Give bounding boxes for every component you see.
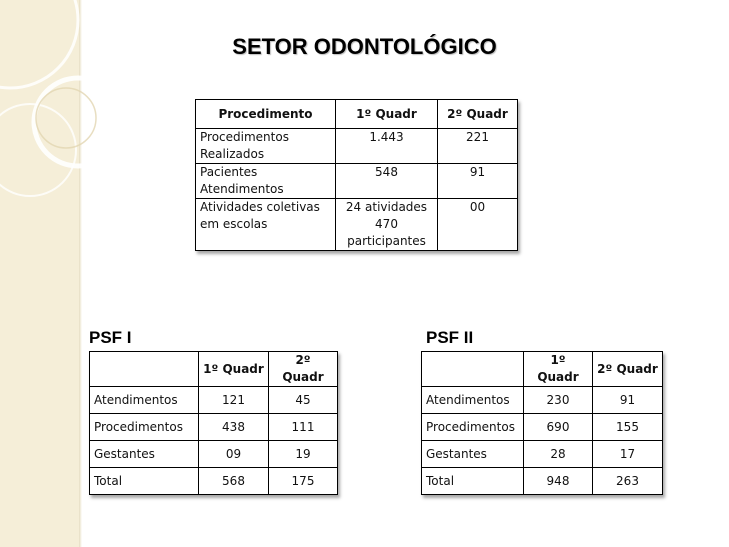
table-row	[422, 387, 663, 414]
row-label-line: Realizados	[200, 147, 265, 161]
col-header-q1: 1º Quadr	[524, 352, 593, 387]
cell-q1: 1.443	[336, 129, 438, 164]
table-row	[196, 129, 518, 164]
table-row	[90, 387, 338, 414]
row-label-line: Atendimentos	[200, 182, 284, 196]
cell-q2: 00	[438, 199, 518, 251]
col-header-q2: 2º Quadr	[269, 352, 338, 387]
cell-q1: 121	[199, 387, 269, 414]
row-label: Gestantes	[90, 441, 199, 468]
cell-q1: 28	[524, 441, 593, 468]
cell-q1: 548	[336, 164, 438, 199]
ring-middle	[34, 78, 120, 166]
cell-q1	[336, 199, 438, 251]
table-header-row	[90, 352, 338, 387]
cell-q1: 230	[524, 387, 593, 414]
row-label-line: em escolas	[200, 217, 268, 231]
cell-q1: 948	[524, 468, 593, 495]
cell-q2: 45	[269, 387, 338, 414]
cell-q1: 690	[524, 414, 593, 441]
row-label	[196, 199, 336, 251]
psf1-heading: PSF I	[89, 328, 132, 347]
row-label: Atendimentos	[90, 387, 199, 414]
row-label: Total	[422, 468, 524, 495]
cell-q2: 19	[269, 441, 338, 468]
col-header-q1: 1º Quadr	[336, 100, 438, 129]
row-label: Total	[90, 468, 199, 495]
col-header-q2: 2º Quadr	[438, 100, 518, 129]
cell-q2: 111	[269, 414, 338, 441]
table-row	[196, 199, 518, 251]
page-title-wrap	[0, 34, 729, 60]
ring-lower	[0, 104, 76, 196]
cell-line: 24 atividades	[345, 200, 428, 214]
row-label: Atendimentos	[422, 387, 524, 414]
cell-q2: 91	[593, 387, 663, 414]
psf1-table	[89, 351, 338, 495]
psf2-table	[421, 351, 663, 495]
col-header-empty	[422, 352, 524, 387]
row-label-line: Atividades coletivas	[200, 200, 320, 214]
col-header-q1: 1º Quadr	[199, 352, 269, 387]
table-header-row	[422, 352, 663, 387]
cell-q2: 175	[269, 468, 338, 495]
table-row	[422, 414, 663, 441]
cell-q1: 09	[199, 441, 269, 468]
table-row	[422, 468, 663, 495]
table-row	[90, 441, 338, 468]
col-header-q2: 2º Quadr	[593, 352, 663, 387]
psf2-heading: PSF II	[426, 328, 474, 347]
cell-q2: 91	[438, 164, 518, 199]
cell-q2: 263	[593, 468, 663, 495]
cell-q1: 568	[199, 468, 269, 495]
cell-q2: 155	[593, 414, 663, 441]
main-procedures-table	[195, 99, 518, 251]
row-label	[196, 164, 336, 199]
col-header-procedimento: Procedimento	[196, 100, 336, 129]
cell-line: participantes	[347, 234, 426, 248]
table-header-row	[196, 100, 518, 129]
ring-inner	[36, 88, 96, 148]
row-label: Procedimentos	[90, 414, 199, 441]
row-label-line: Procedimentos	[200, 130, 289, 144]
row-label	[196, 129, 336, 164]
cell-q2: 221	[438, 129, 518, 164]
cell-line: 470	[375, 217, 398, 231]
table-row	[422, 441, 663, 468]
cell-q2: 17	[593, 441, 663, 468]
row-label: Procedimentos	[422, 414, 524, 441]
table-row	[196, 164, 518, 199]
cell-q1: 438	[199, 414, 269, 441]
table-row	[90, 468, 338, 495]
col-header-empty	[90, 352, 199, 387]
table-row	[90, 414, 338, 441]
row-label-line: Pacientes	[200, 165, 258, 179]
row-label: Gestantes	[422, 441, 524, 468]
page-title: SETOR ODONTOLÓGICO	[232, 34, 497, 59]
